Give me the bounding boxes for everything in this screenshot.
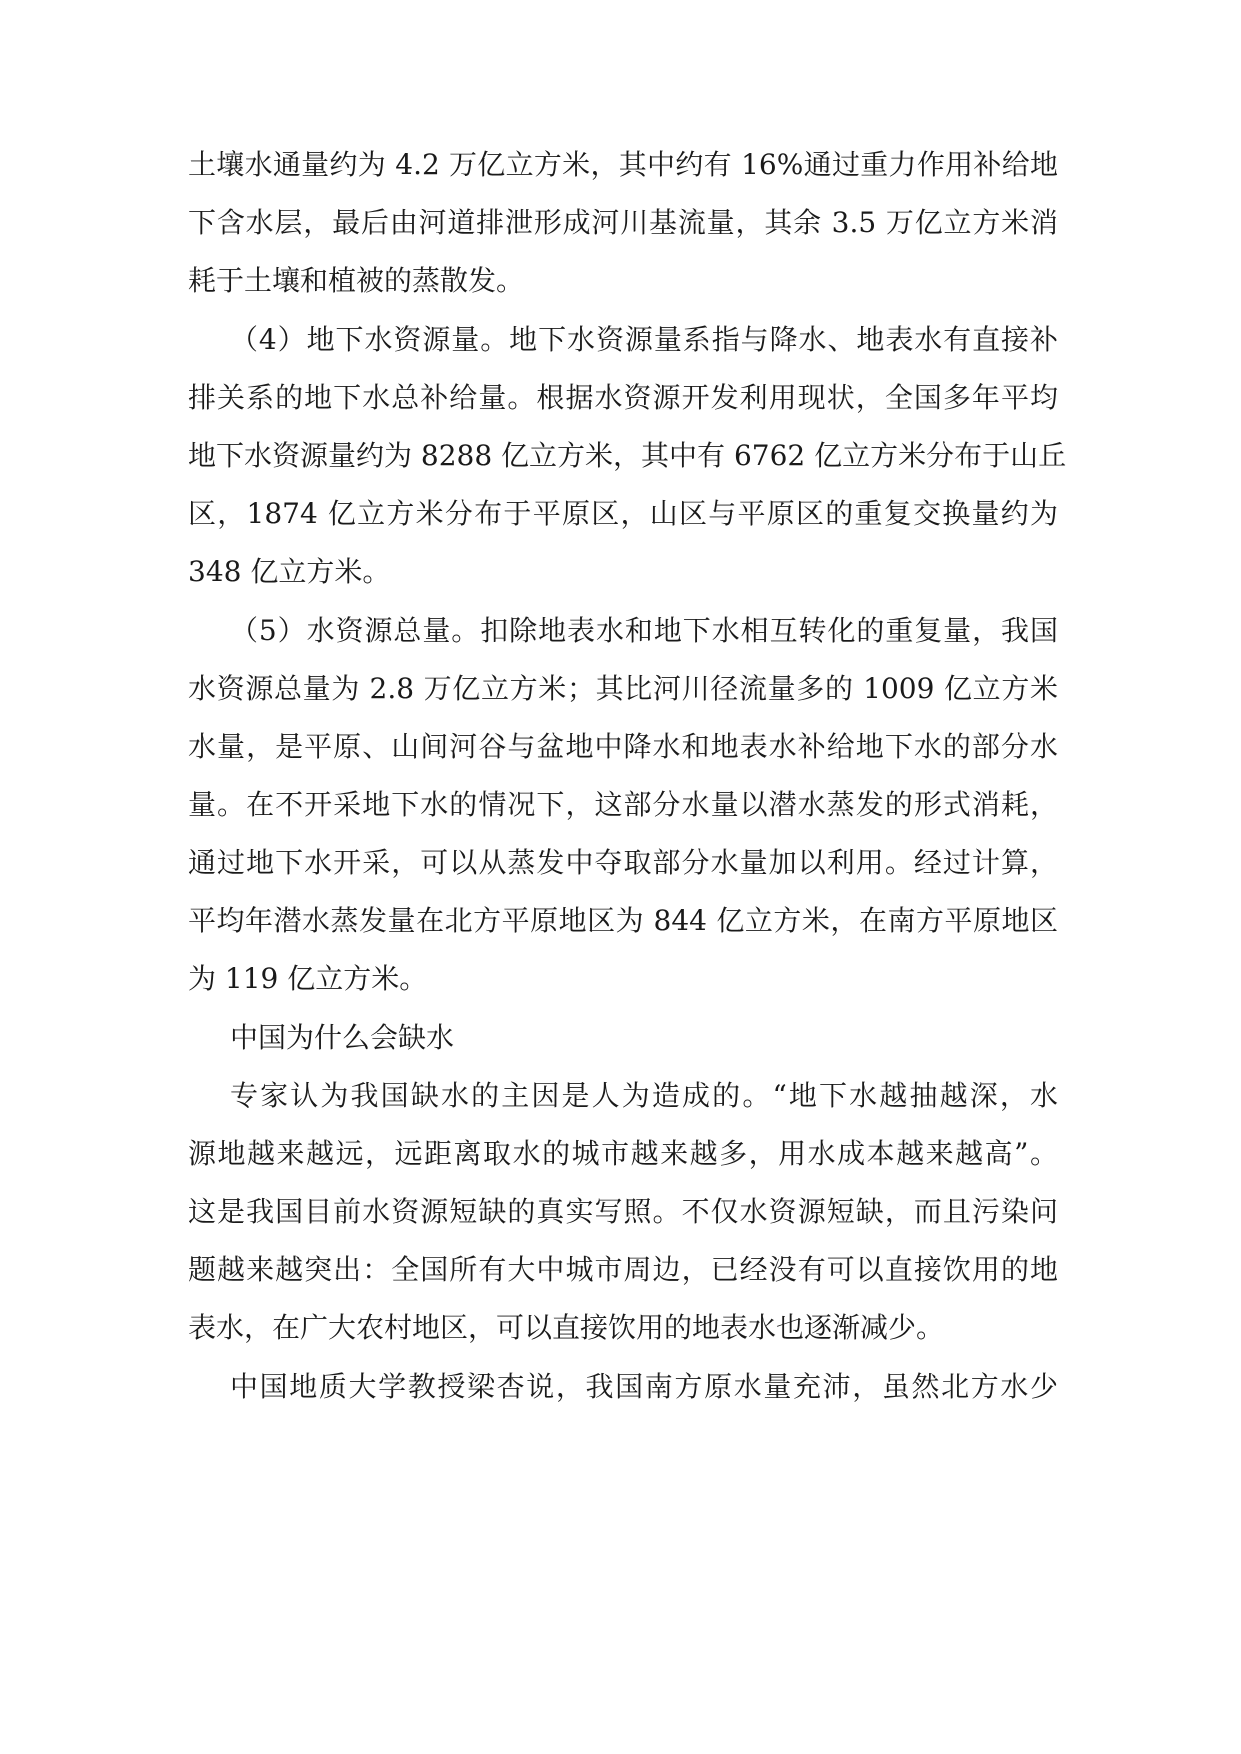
text-line-5: 排关系的地下水总补给量。根据水资源开发利用现状，全国多年平均 (188, 381, 1058, 414)
section-heading: 中国为什么会缺水 (230, 1021, 455, 1054)
text-line-7: 区，1874 亿立方米分布于平原区，山区与平原区的重复交换量约为 (188, 497, 1058, 530)
text-line-19: 这是我国目前水资源短缺的真实写照。不仅水资源短缺，而且污染问 (188, 1195, 1058, 1228)
text-line-9: （5）水资源总量。扣除地表水和地下水相互转化的重复量，我国 (230, 614, 1058, 647)
text-line-8: 348 亿立方米。 (188, 555, 391, 588)
text-line-3: 耗于土壤和植被的蒸散发。 (188, 264, 525, 297)
text-line-6: 地下水资源量约为 8288 亿立方米，其中有 6762 亿立方米分布于山丘 (188, 439, 1067, 472)
text-line-17: 专家认为我国缺水的主因是人为造成的。“地下水越抽越深，水 (230, 1079, 1058, 1112)
text-line-15: 为 119 亿立方米。 (188, 962, 428, 995)
text-line-20: 题越来越突出：全国所有大中城市周边，已经没有可以直接饮用的地 (188, 1253, 1058, 1286)
text-line-4: （4）地下水资源量。地下水资源量系指与降水、地表水有直接补 (230, 323, 1058, 356)
text-line-18: 源地越来越远，远距离取水的城市越来越多，用水成本越来越高”。 (188, 1137, 1058, 1170)
text-line-12: 量。在不开采地下水的情况下，这部分水量以潜水蒸发的形式消耗， (188, 788, 1058, 821)
text-line-11: 水量，是平原、山间河谷与盆地中降水和地表水补给地下水的部分水 (188, 730, 1058, 763)
text-line-13: 通过地下水开采，可以从蒸发中夺取部分水量加以利用。经过计算， (188, 846, 1058, 879)
text-line-22: 中国地质大学教授梁杏说，我国南方原水量充沛，虽然北方水少 (230, 1370, 1058, 1403)
text-line-14: 平均年潜水蒸发量在北方平原地区为 844 亿立方米，在南方平原地区 (188, 904, 1058, 937)
text-line-1: 土壤水通量约为 4.2 万亿立方米，其中约有 16%通过重力作用补给地 (188, 148, 1058, 181)
text-line-21: 表水，在广大农村地区，可以直接饮用的地表水也逐渐减少。 (188, 1311, 945, 1344)
text-line-2: 下含水层，最后由河道排泄形成河川基流量，其余 3.5 万亿立方米消 (188, 206, 1058, 239)
text-line-10: 水资源总量为 2.8 万亿立方米；其比河川径流量多的 1009 亿立方米 (188, 672, 1058, 705)
